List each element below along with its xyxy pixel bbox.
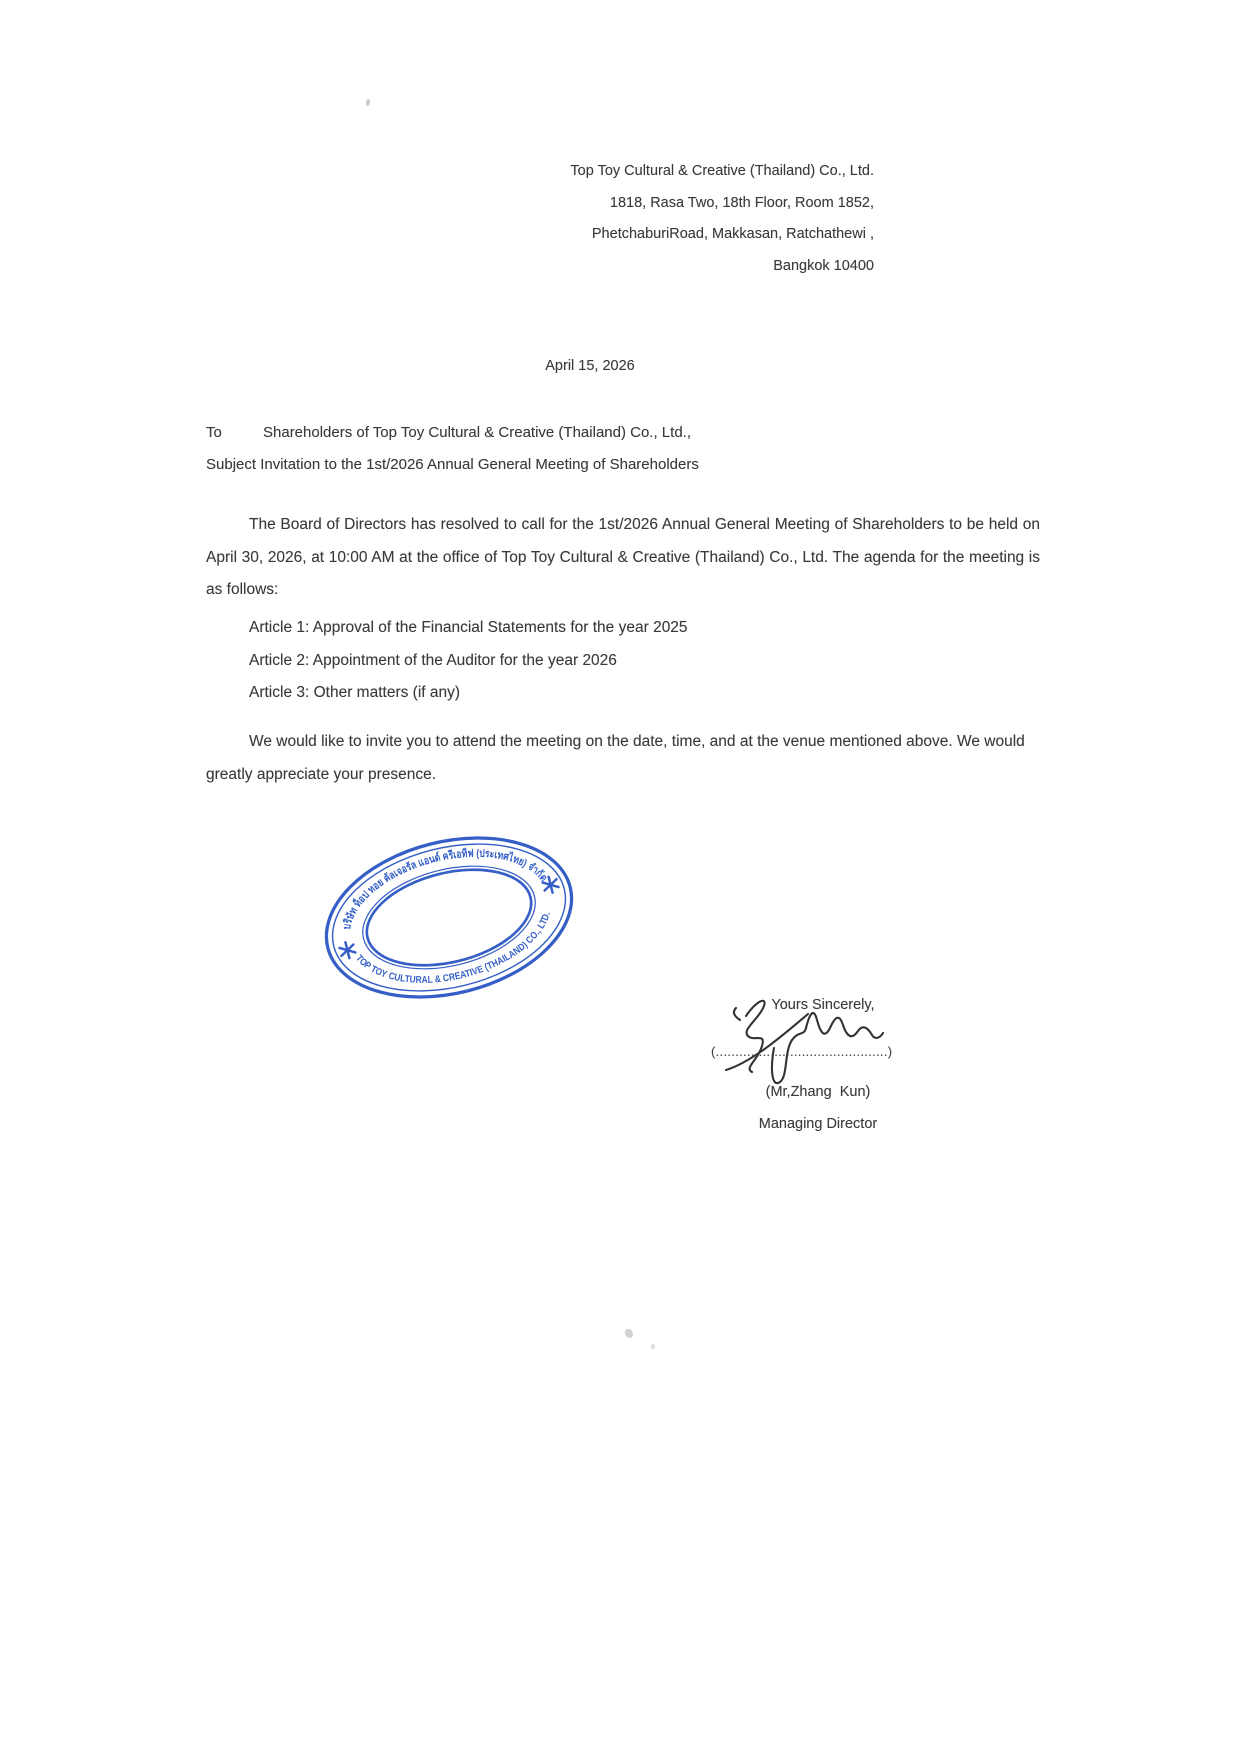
stamp-inner-ring: [357, 854, 541, 981]
letterhead: [354, 156, 874, 282]
handwritten-signature: [712, 986, 912, 1096]
address-line-1: 1818, Rasa Two, 18th Floor, Room 1852,: [609, 194, 874, 211]
address-line-3: Bangkok 10400: [773, 257, 874, 274]
agenda-item-1: Article 1: Approval of the Financial Statements for the year 2025: [249, 619, 688, 636]
signatory-title: Managing Director: [758, 1116, 878, 1132]
signatory-name: (Mr,Zhang Kun): [765, 1084, 871, 1100]
stamp-star-left-icon: [338, 941, 356, 960]
closing-salutation: Yours Sincerely,: [771, 997, 875, 1013]
address-line-2: PhetchaburiRoad, Makkasan, Ratchathewi ,: [591, 226, 874, 242]
scan-artifact: [625, 1329, 633, 1338]
subject-line: Subject Invitation to the 1st/2026 Annual General Meeting of Shareholders: [206, 456, 699, 473]
company-stamp-seal: [294, 810, 604, 1025]
agenda-item-3: Article 3: Other matters (if any): [249, 684, 461, 702]
company-name: Top Toy Cultural & Creative (Thailand) Co., Ltd.: [570, 163, 874, 179]
body-paragraph-1: The Board of Directors has resolved to call for the 1st/2026 Annual General Meeting of Shareholders to be held on April 30, 2026, at 10:00 AM at the office of Top Toy Cultural & Creative (Thailand) Co., Ltd. The agenda for the meeting is as follows:: [206, 516, 1040, 599]
scan-artifact: [365, 99, 370, 107]
stamp-english-text-arc: TOP TOY CULTURAL & CREATIVE (THAILAND) CO., LTD.: [353, 910, 553, 986]
signature-dotted-line: (............................................): [711, 1044, 893, 1059]
agenda-list: [249, 612, 688, 710]
scan-artifact: [651, 1344, 655, 1349]
letter-date: April 15, 2026: [545, 358, 635, 374]
stamp-thai-text-arc: บริษัท ท็อป ทอย คัลเจอรัล แอนด์ ครีเอทีฟ (ประเทศไทย) จำกัด: [340, 847, 551, 931]
agenda-item-2: Article 2: Appointment of the Auditor for the year 2026: [249, 651, 617, 669]
recipient-value: Shareholders of Top Toy Cultural & Creative (Thailand) Co., Ltd.,: [263, 424, 691, 441]
body-paragraph-2: We would like to invite you to attend the meeting on the date, time, and at the venue mentioned above. We would greatly appreciate your presence.: [206, 733, 1025, 783]
recipient-line: [206, 424, 691, 441]
recipient-label: To: [206, 424, 222, 441]
